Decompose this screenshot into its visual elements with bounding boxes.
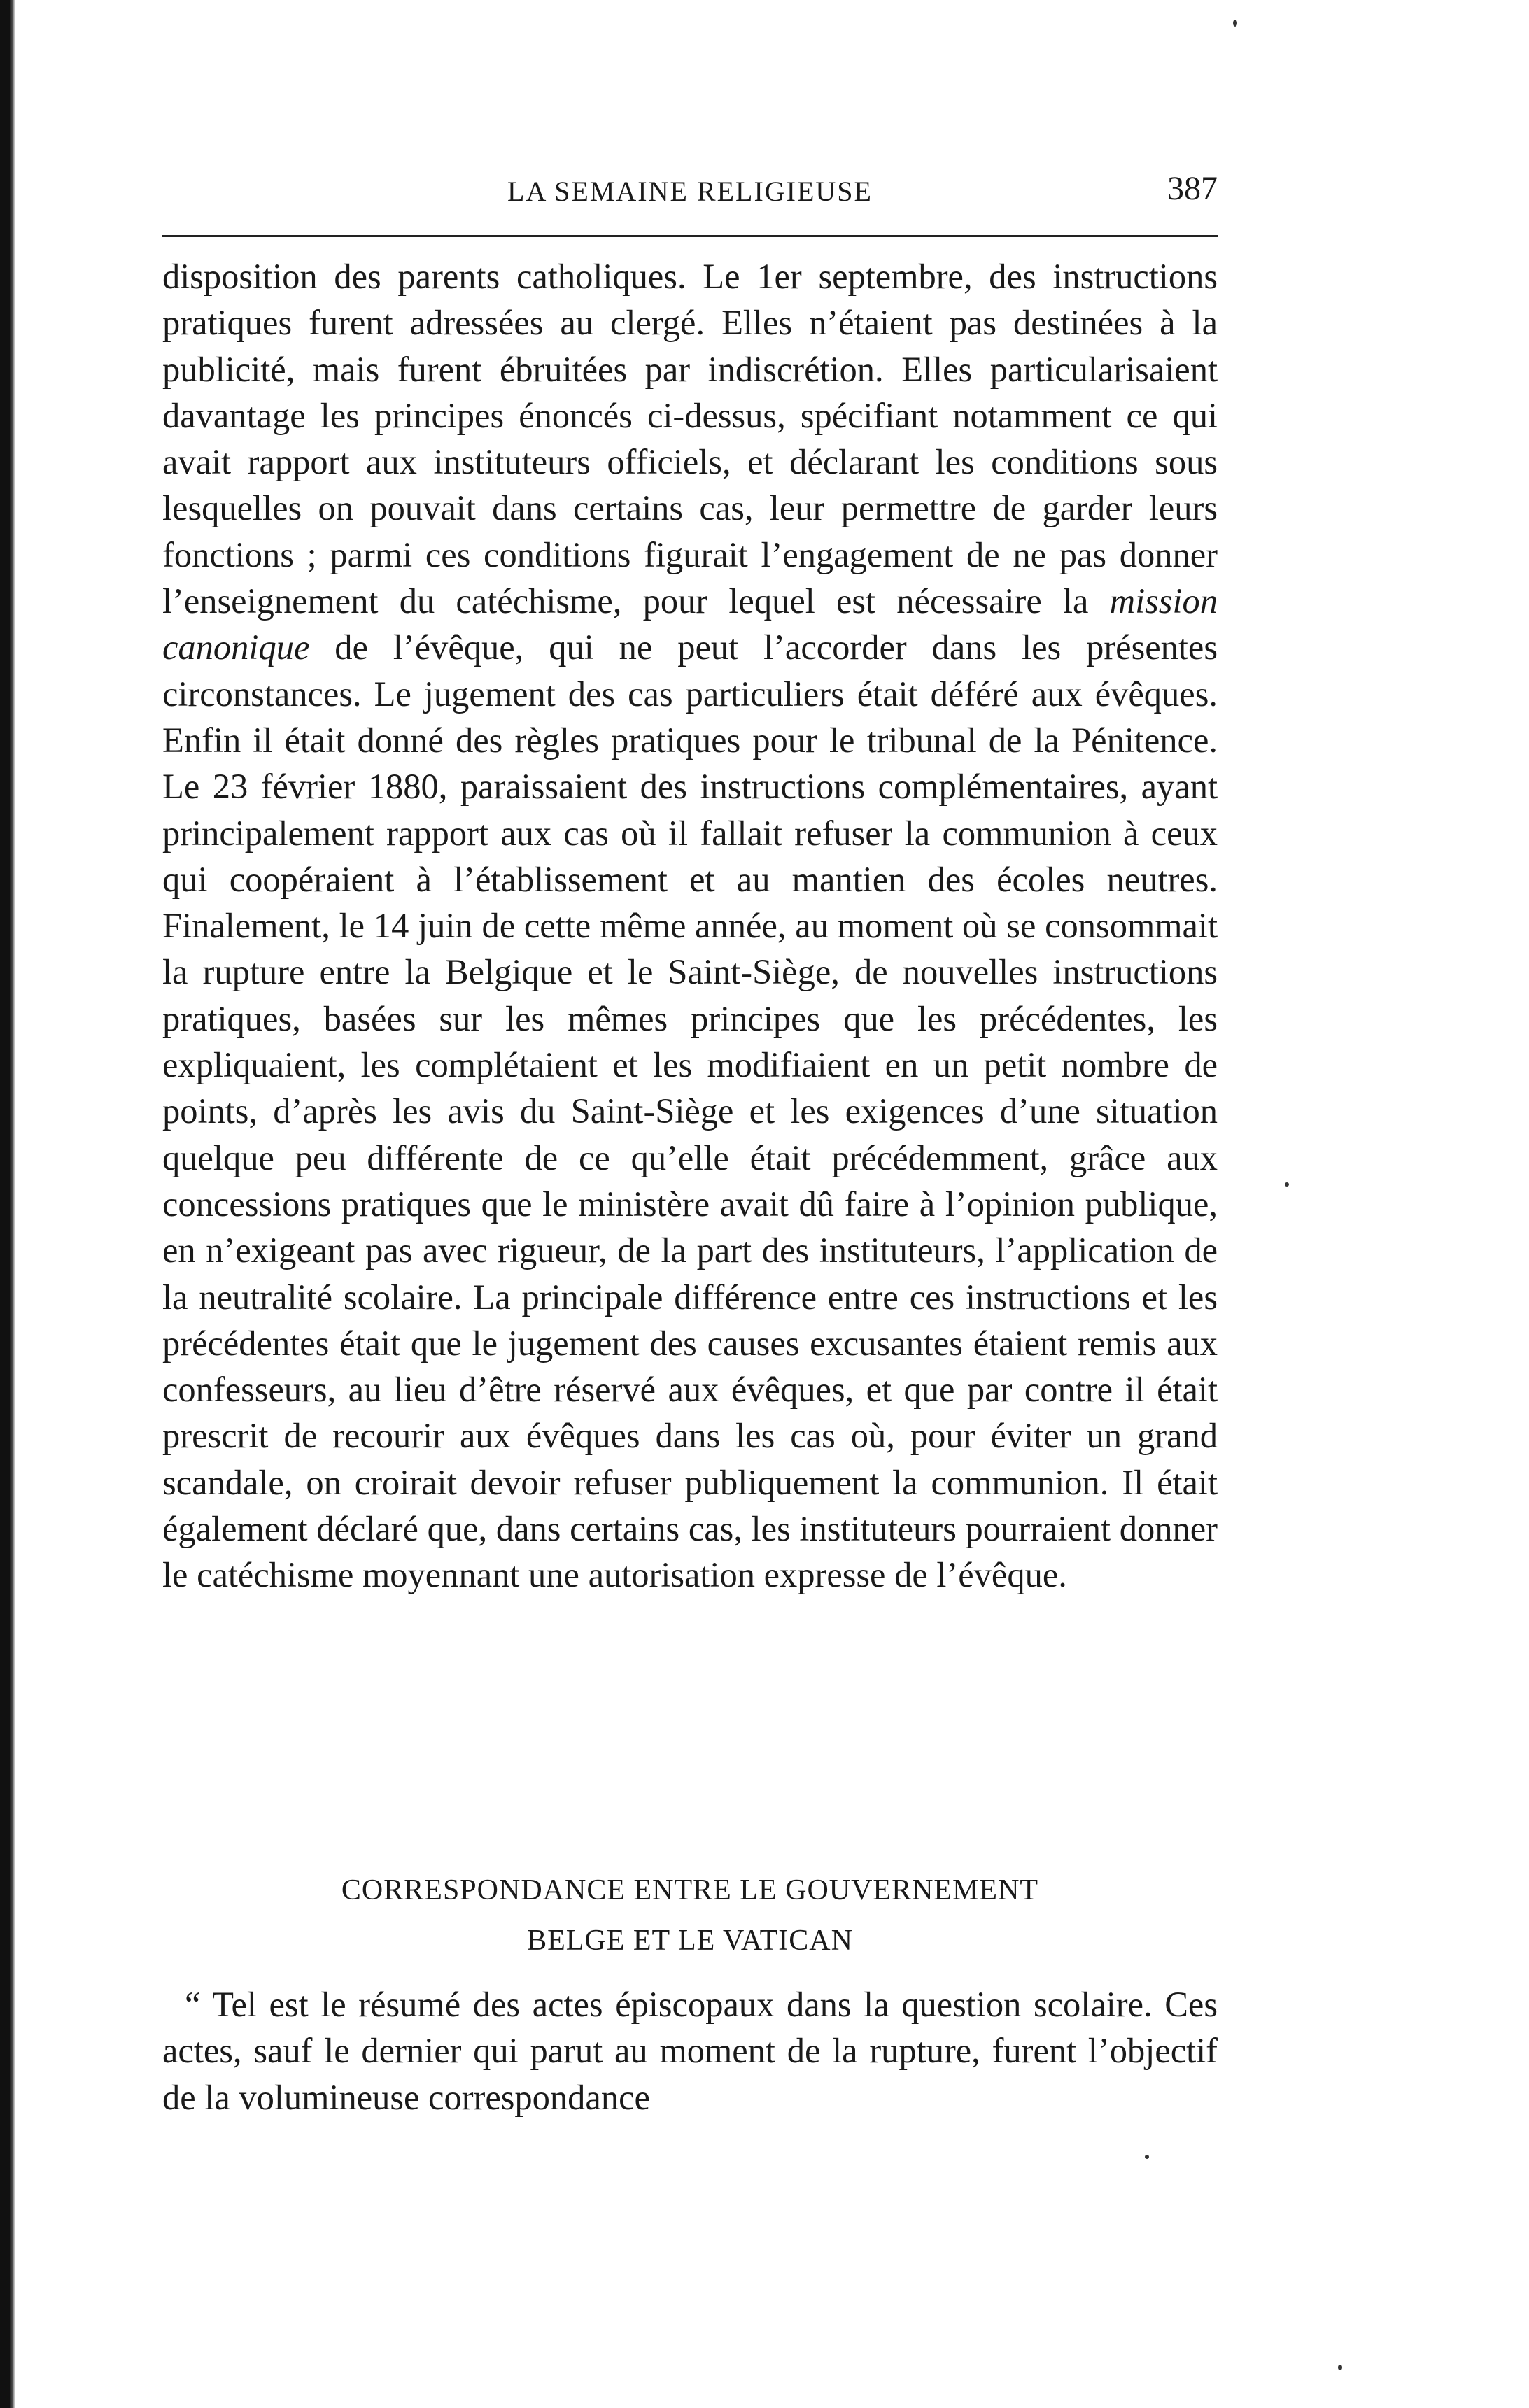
print-speck [1285,1182,1289,1187]
section-text-block [162,1981,1218,2120]
header-rule [162,235,1218,237]
page-number: 387 [1167,170,1218,207]
running-title: LA SEMAINE RELIGIEUSE [507,176,873,207]
main-text-block [162,253,1218,1599]
section-paragraph: “ Tel est le résumé des actes épiscopaux dans la question scolaire. Ces actes, sauf le dernier qui parut au moment de la rupture, furent l’objectif de la volumineuse correspondance [162,1985,1218,2117]
print-speck [1233,20,1237,27]
print-speck [1145,2155,1149,2159]
page-header [162,169,1218,218]
paragraph-text-start: disposition des parents catholiques. Le 1er septembre, des instructions pratiques furent adressées au clergé. Elles n’étaient pas destinées à la publicité, mais furent ébruitées par indiscrétion. Elles particularisaient davantage les principes énoncés ci-dessus, spécifiant notamment ce qui avait rapport aux instituteurs officiels, et déclarant les conditions sous lesquelles on pouvait dans certains cas, leur permettre de garder leurs fonctions ; parmi ces conditions figurait l’engagement de ne pas donner l’enseignement du catéchisme, pour lequel est nécessaire la [162,257,1218,621]
paragraph-text-end: de l’évêque, qui ne peut l’accorder dans les présentes circonstances. Le jugement des cas particuliers était déféré aux évêques. Enfin il était donné des règles pratiques pour le tribunal de la Pénitence. Le 23 février 1880, paraissaient des instructions complémentaires, ayant principalement rapport aux cas où il fallait refuser la communion à ceux qui coopéraient à l’établissement et au mantien des écoles neutres. Finalement, le 14 juin de cette même année, au moment où se consommait la rupture entre la Belgique et le Saint-Siège, de nouvelles instructions pratiques, basées sur les mêmes principes que les précédentes, les expliquaient, les complétaient et les modifiaient en un petit nombre de points, d’après les avis du Saint-Siège et les exigences d’une situation quelque peu différente de ce qu’elle était précédemment, grâce aux concessions pratiques que le ministère avait dû faire à l’opinion publique, en n’exigeant pas avec rigueur, de la part des instituteurs, l’application de la neutralité scolaire. La principale différence entre ces instructions et les précédentes était que le jugement des causes excusantes étaient remis aux confesseurs, au lieu d’être réservé aux évêques, et que par contre il était prescrit de recourir aux évêques dans les cas où, pour éviter un grand scandale, on croirait devoir refuser publiquement la communion. Il était également déclaré que, dans certains cas, les instituteurs pourraient donner le catéchisme moyennant une autorisation expresse de l’évêque. [162,628,1218,1595]
paragraph [162,253,1218,1599]
section-heading-line-1: CORRESPONDANCE ENTRE LE GOUVERNEMENT [341,1874,1039,1906]
italic-phrase: mission canonique [162,581,1218,667]
section-heading-line-2: BELGE ET LE VATICAN [527,1925,853,1957]
print-speck [1338,2365,1342,2370]
binding-edge [0,0,15,2408]
